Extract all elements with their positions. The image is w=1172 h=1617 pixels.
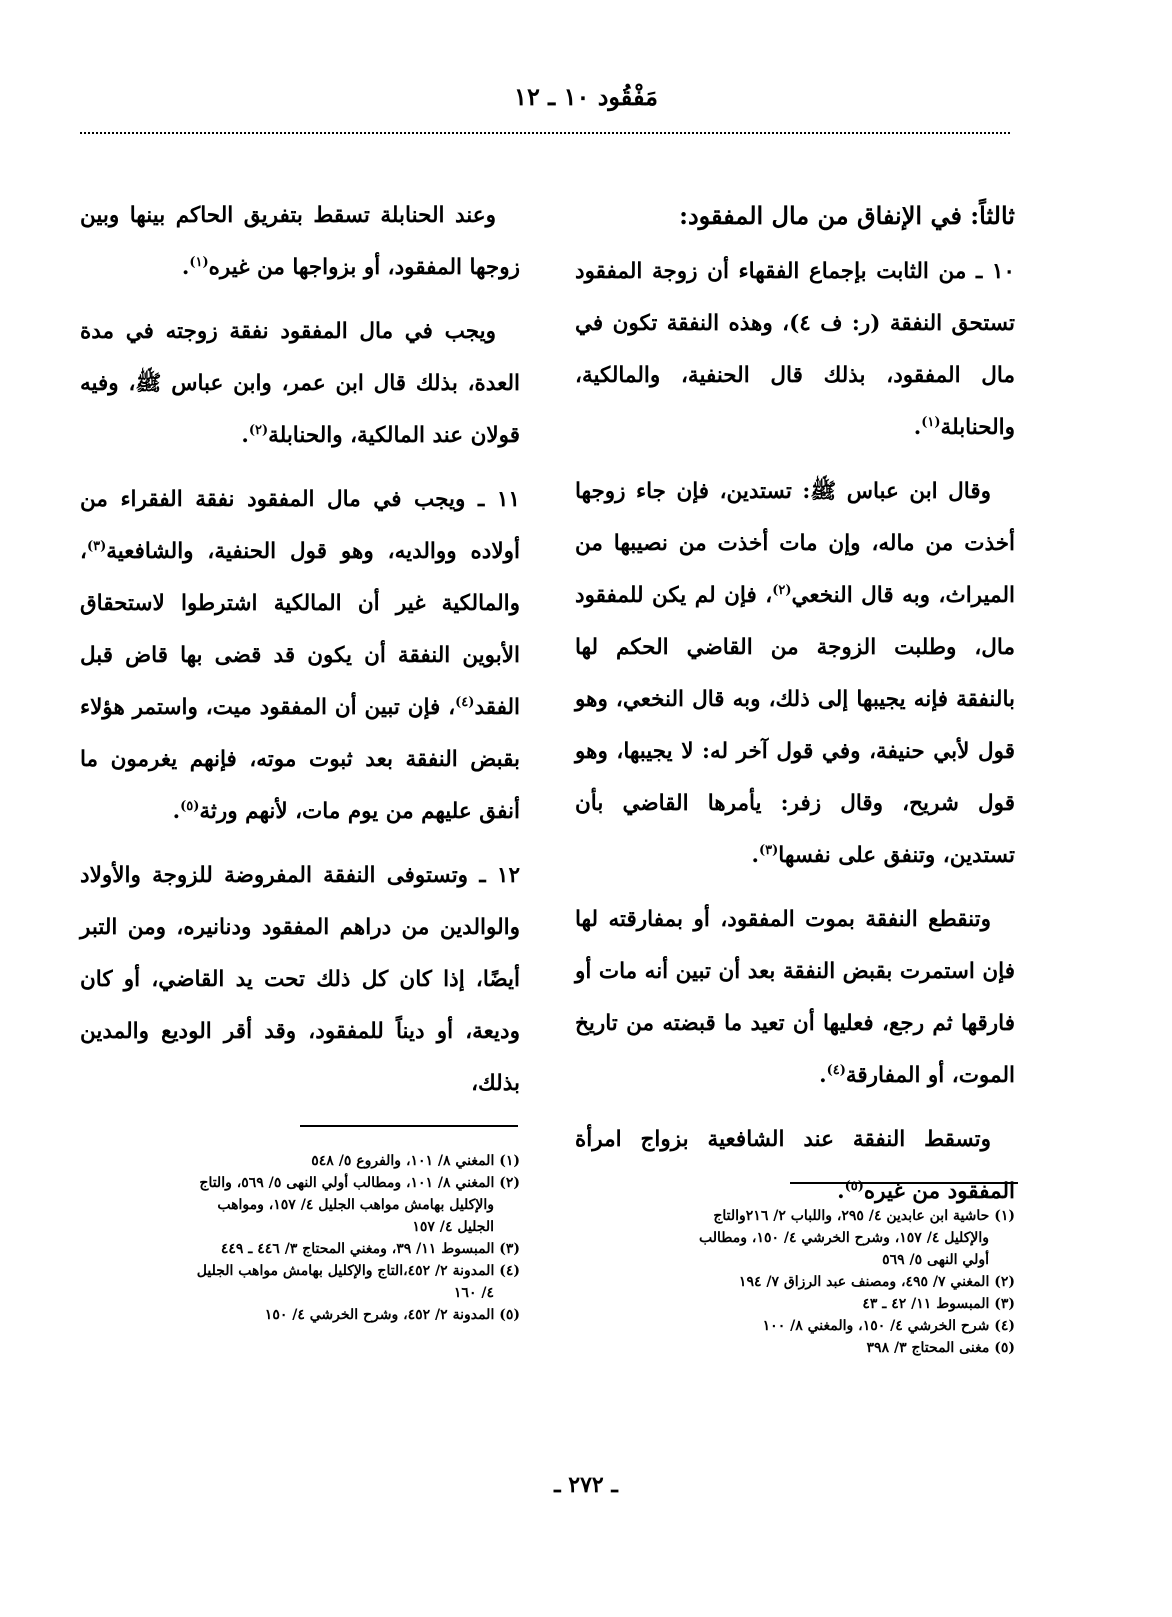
paragraph-end: .: [837, 1179, 845, 1204]
paragraph-number: ١٠ ـ: [975, 259, 1015, 284]
footnote: (٢) المغني ٧/ ٤٩٥، ومصنف عبد الرزاق ٧/ ١٩٤: [738, 1274, 1015, 1290]
footnotes-left: [80, 1150, 520, 1326]
footnote-ref: (٥): [180, 798, 200, 814]
footnote: (٣) المبسوط ١١/ ٤٢ ـ ٤٣: [862, 1296, 1015, 1312]
paragraph-end: .: [913, 415, 922, 440]
paragraph-number: ١٢ ـ: [479, 863, 520, 888]
paragraph: [80, 190, 520, 294]
footnote-rule-left: [300, 1125, 518, 1127]
paragraph: [575, 466, 1015, 882]
footnote: (١) المغني ٨/ ١٠١، والفروع ٥/ ٥٤٨: [311, 1153, 520, 1169]
header-dotted-rule: [80, 132, 1010, 134]
paragraph-text: وعند الحنابلة تسقط بتفريق الحاكم بينها وبين زوجها المفقود، أو بزواجها من غيره: [80, 203, 520, 280]
footnote-ref: (٤): [826, 1062, 846, 1078]
page-number: ـ ٢٧٢ ـ: [554, 1472, 618, 1498]
paragraph-11: [80, 474, 520, 838]
paragraph-end: .: [819, 1063, 827, 1088]
paragraph-end: .: [181, 255, 190, 280]
paragraph-10: [575, 246, 1015, 454]
footnote-ref: (٢): [248, 422, 269, 438]
footnote-ref: (٥): [844, 1178, 864, 1194]
footnote-ref: (١): [921, 414, 941, 430]
paragraph-text: وقال ابن عباس ﷺ: تستدين، فإن جاء زوجها أخذت من ماله، وإن مات أخذت من نصيبها من الميراث، وبه قال النخعي: [575, 479, 1015, 608]
paragraph-12: [80, 850, 520, 1110]
paragraph-end: .: [241, 423, 249, 448]
footnote-ref: (٣): [86, 538, 107, 554]
footnote-rule-right: [790, 1182, 1018, 1184]
paragraph-text: من الثابت بإجماع الفقهاء أن زوجة المفقود تستحق النفقة (ر: ف ٤)، وهذه النفقة تكون في مال المفقود، بذلك قال الحنفية، والمالكية، والحنابلة: [575, 259, 1015, 440]
paragraph-text: ويجب في مال المفقود نفقة زوجته في مدة العدة، بذلك قال ابن عمر، وابن عباس ﷺ، وفيه قولان عند المالكية، والحنابلة: [80, 319, 520, 448]
paragraph-text: وتستوفى النفقة المفروضة للزوجة والأولاد والوالدين من دراهم المفقود ودنانيره، ومن التبر أيضًا، إذا كان كل ذلك تحت يد القاضي، أو كان وديعة، أو ديناً للمفقود، وقد أقر الوديع والمدين بذلك،: [80, 863, 520, 1096]
footnote: (٥) مغنى المحتاج ٣/ ٣٩٨: [866, 1340, 1015, 1356]
paragraph: [575, 1114, 1015, 1218]
paragraph: [575, 894, 1015, 1102]
paragraph-number: ١١ ـ: [478, 487, 520, 512]
paragraph-text: وتنقطع النفقة بموت المفقود، أو بمفارقته لها فإن استمرت بقبض النفقة بعد أن تبين أنه مات أو فارقها ثم رجع، فعليها أن تعيد ما قبضته من تاريخ الموت، أو المفارقة: [575, 907, 1015, 1088]
left-column: [80, 190, 520, 1122]
footnote-continuation: ٤/ ١٦٠: [453, 1285, 494, 1301]
footnote-ref: (١): [189, 254, 209, 270]
paragraph-text: ويجب في مال المفقود نفقة الفقراء من أولاده ووالديه، وهو قول الحنفية، والشافعية: [80, 487, 520, 564]
footnote-continuation: والإكليل بهامش مواهب الجليل ٤/ ١٥٧، ومواهب: [217, 1197, 494, 1213]
section-heading: ثالثاً: في الإنفاق من مال المفقود:: [679, 201, 1015, 230]
paragraph-end: .: [751, 843, 759, 868]
right-column: [575, 190, 1015, 1230]
running-header: مَفْقُود ١٠ ـ ١٢: [514, 82, 658, 111]
footnotes-right: [575, 1205, 1015, 1359]
paragraph-text: ، فإن لم يكن للمفقود مال، وطلبت الزوجة من القاضي الحكم لها بالنفقة فإنه يجيبها إلى ذلك، وبه قال النخعي، وهو قول لأبي حنيفة، وفي قول آخر له: لا يجيبها، وهو قول شريح، وقال زفر: يأمرها القاضي بأن تستدين، وتنفق على نفسها: [575, 583, 1015, 868]
paragraph-text: وتسقط النفقة عند الشافعية بزواج امرأة المفقود من غيره: [575, 1127, 1015, 1204]
paragraph-text: ، والمالكية غير أن المالكية اشترطوا لاستحقاق الأبوين النفقة أن يكون قد قضى بها قاض قبل الفقد: [80, 539, 520, 720]
paragraph: [80, 306, 520, 462]
footnote-continuation: الجليل ٤/ ١٥٧: [412, 1219, 494, 1235]
footnote-ref: (٢): [772, 582, 792, 598]
paragraph-text: ، فإن تبين أن المفقود ميت، واستمر هؤلاء بقبض النفقة بعد ثبوت موته، فإنهم يغرمون ما أنفق عليهم من يوم مات، لأنهم ورثة: [80, 695, 520, 824]
footnote-ref: (٤): [455, 694, 475, 710]
footnote: (٥) المدونة ٢/ ٤٥٢، وشرح الخرشي ٤/ ١٥٠: [264, 1307, 520, 1323]
footnote-continuation: والإكليل ٤/ ١٥٧، وشرح الخرشي ٤/ ١٥٠، ومطالب: [699, 1230, 989, 1246]
footnote-ref: (٣): [758, 842, 779, 858]
footnote-continuation: أولي النهى ٥/ ٥٦٩: [882, 1252, 989, 1268]
paragraph-end: .: [172, 799, 181, 824]
footnote: (٤) المدونة ٢/ ٤٥٢،التاج والإكليل بهامش مواهب الجليل: [196, 1263, 520, 1279]
footnote: (٤) شرح الخرشي ٤/ ١٥٠، والمغني ٨/ ١٠٠: [762, 1318, 1015, 1334]
footnote: (٣) المبسوط ١١/ ٣٩، ومغني المحتاج ٣/ ٤٤٦ ـ ٤٤٩: [220, 1241, 520, 1257]
footnote: (١) حاشية ابن عابدين ٤/ ٢٩٥، واللباب ٢/ ٢١٦والتاج: [713, 1208, 1015, 1224]
footnote: (٢) المغني ٨/ ١٠١، ومطالب أولي النهى ٥/ ٥٦٩، والتاج: [199, 1175, 520, 1191]
